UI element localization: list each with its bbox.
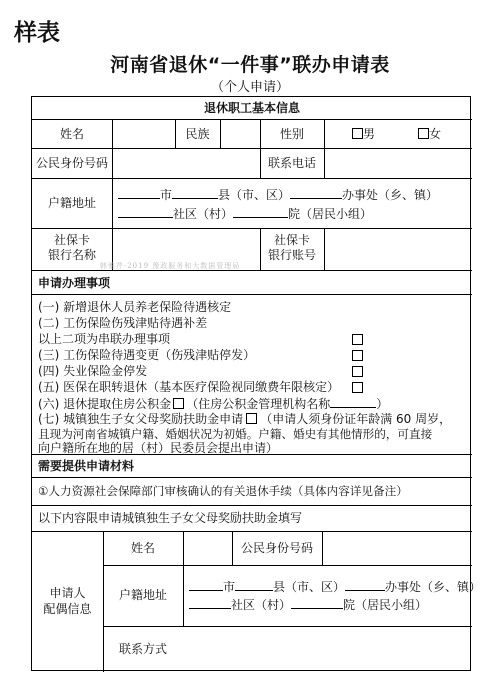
gender-male-option[interactable] bbox=[352, 126, 375, 142]
subsidy-note: 以下内容限申请城镇独生子女父母奖励扶助金填写 bbox=[38, 511, 303, 525]
name-label: 姓名 bbox=[59, 127, 84, 141]
row-divider bbox=[32, 148, 472, 149]
col-divider bbox=[322, 531, 323, 565]
checkbox-item-3[interactable] bbox=[352, 350, 363, 361]
items-section-title: 申请办理事项 bbox=[38, 276, 111, 290]
spouse-contact-label: 联系方式 bbox=[118, 642, 167, 656]
item-5: (五) 医保在职转退休（基本医疗保险视同缴费年限核定） bbox=[38, 380, 340, 394]
checkbox-mandatory[interactable] bbox=[352, 334, 363, 345]
spouse-hukou-label: 户籍地址 bbox=[118, 588, 167, 602]
row-divider bbox=[32, 270, 472, 271]
spouse-address-line-1: 市 县（市、区） 办事处（乡、镇） bbox=[189, 578, 481, 595]
checkbox-item-4[interactable] bbox=[352, 366, 363, 377]
item-7: (七) 城镇独生子女父母奖励扶助金申请 （申请人须身份证年龄满 60 周岁， bbox=[38, 412, 452, 426]
basic-info-section-title: 退休职工基本信息 bbox=[203, 101, 300, 115]
sample-label: 样表 bbox=[14, 20, 60, 46]
row-divider bbox=[32, 505, 472, 506]
female-label: 女 bbox=[429, 127, 442, 141]
checkbox-male[interactable] bbox=[352, 128, 363, 139]
materials-section-title: 需要提供申请材料 bbox=[38, 459, 135, 473]
spouse-address-line-2: 社区（村） 院（居民小组） bbox=[189, 596, 427, 613]
form-subtitle: （个人申请） bbox=[210, 80, 289, 95]
col-divider bbox=[324, 228, 325, 270]
address-line-2: 社区（村） 院（居民小组） bbox=[118, 205, 372, 222]
id-label: 公民身份号码 bbox=[35, 156, 108, 170]
col-divider bbox=[324, 119, 325, 148]
checkbox-item-5[interactable] bbox=[352, 382, 363, 393]
col-divider bbox=[183, 531, 184, 626]
social-card-account-label: 社保卡 银行账号 bbox=[267, 233, 316, 262]
item-7-note-line-2: 且现为河南省城镇户籍、婚姻状况为初婚。户籍、婚史有其他情形的，可直接 bbox=[38, 427, 433, 441]
checkbox-female[interactable] bbox=[418, 128, 429, 139]
row-divider bbox=[32, 531, 472, 532]
spouse-name-label: 姓名 bbox=[130, 541, 155, 555]
item-6: (六) 退休提取住房公积金 （住房公积金管理机构名称 ） bbox=[38, 397, 389, 411]
item-1: (一) 新增退休人员养老保险待遇核定 bbox=[38, 300, 232, 314]
checkbox-item-7[interactable] bbox=[246, 413, 257, 424]
spouse-info-label: 申请人 配偶信息 bbox=[43, 586, 92, 616]
checkbox-item-6[interactable] bbox=[173, 398, 184, 409]
col-divider bbox=[220, 119, 221, 148]
item-3: (三) 工伤保险待遇变更（伤残津贴停发） bbox=[38, 348, 256, 362]
col-divider bbox=[324, 148, 325, 178]
item-2: (二) 工伤保险伤残津贴待遇补差 bbox=[38, 316, 208, 330]
col-divider bbox=[112, 119, 113, 270]
social-card-bank-name-label: 社保卡 银行名称 bbox=[47, 233, 96, 262]
hukou-label: 户籍地址 bbox=[47, 196, 96, 210]
form-title: 河南省退休“一件事”联办申请表 bbox=[110, 54, 390, 76]
row-divider bbox=[32, 178, 472, 179]
row-divider bbox=[32, 294, 472, 295]
row-divider bbox=[103, 626, 472, 627]
spouse-id-label: 公民身份号码 bbox=[240, 541, 313, 555]
male-label: 男 bbox=[363, 127, 376, 141]
application-table bbox=[31, 96, 482, 671]
row-divider bbox=[32, 477, 472, 478]
phone-label: 联系电话 bbox=[267, 156, 316, 170]
mandatory-note: 以上二项为串联办理事项 bbox=[38, 332, 171, 346]
gender-female-option[interactable] bbox=[418, 126, 441, 142]
gender-label: 性别 bbox=[279, 127, 304, 141]
address-line-1: 市 县（市、区） 办事处（乡、镇） bbox=[118, 186, 438, 203]
row-divider bbox=[32, 228, 472, 229]
watermark-text: 韩雅芹·2019 豫政服务和大数据管理局 bbox=[100, 262, 241, 270]
row-divider bbox=[32, 119, 472, 120]
row-divider bbox=[103, 565, 472, 566]
ethnicity-label: 民族 bbox=[185, 127, 210, 141]
item-7-note-line-3: 向户籍所在地的居（村）民委员会提出申请） bbox=[38, 441, 279, 455]
item-4: (四) 失业保险金停发 bbox=[38, 364, 148, 378]
materials-item: ①人力资源社会保障部门审核确认的有关退休手续（具体内容详见备注） bbox=[38, 484, 408, 498]
